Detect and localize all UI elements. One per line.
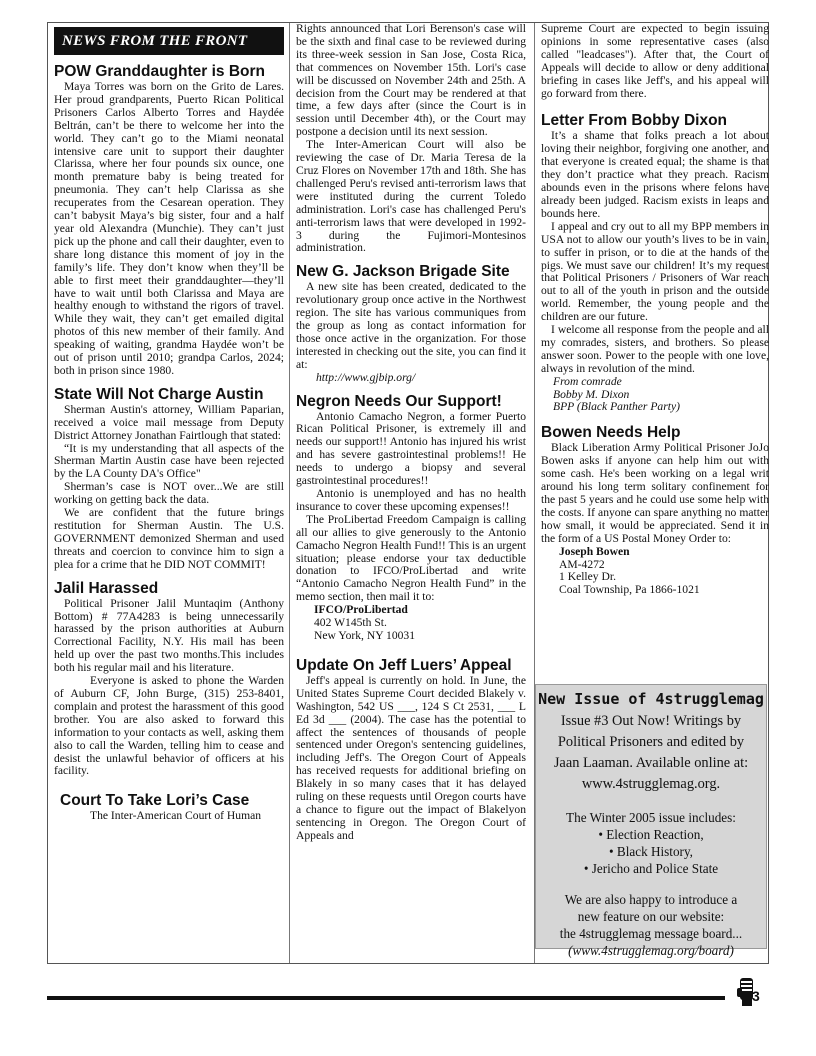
column-2 — [289, 23, 526, 963]
promo-line: Jaan Laaman. Available online at: — [553, 755, 749, 771]
promo-winter-heading: The Winter 2005 issue includes: — [566, 810, 736, 825]
article-paragraph: Maya Torres was born on the Grito de Lares. Her proud grandparents, Puerto Rican Political Prisoners Carlos Alberto Torres and Haydée Beltrán, can’t be there to welcome her into the world. They can’t go to the Miami neonatal intensive care unit to support their daughter Clarissa, where her four pounds six ounce, one month premature baby is being treated for pneumonia. They can’t help Clarissa as she recuperates from the Cesarean operation. They can’t babysit Maya’s big sister, four and a half year old Alexandra (Munchie). They can’t just pick up the phone and call their daughter, even to share long distance this moment of joy in the family’s life. They don’t know when they’ll be able to first meet their granddaughter—they’ll have to wait until both Clarissa and Maya are healthy enough to withstand the rigors of travel. While they wait, they can’t get emailed digital photos of this new member of their family. And speaking of waiting, grandma Haydée won’t be out of prison until 2010; grandpa Carlos, 2024; both in prison since 1980. — [54, 80, 284, 377]
promo-list-item: • Jericho and Police State — [583, 861, 719, 876]
article-paragraph: Sherman Austin's attorney, William Paparian, received a voice mail message from Deputy District Attorney Jonathan Fairtlough that stated: — [54, 402, 284, 442]
mailing-address — [541, 546, 769, 598]
signature-line: Bobby M. Dixon — [553, 387, 630, 401]
article-title-pow: POW Granddaughter is Born — [54, 63, 265, 80]
article-title-austin: State Will Not Charge Austin — [54, 385, 264, 403]
promo-box-4strugglemag — [535, 684, 767, 958]
address-line: New York, NY 10031 — [314, 628, 416, 642]
article-paragraph: Sherman’s case is NOT over...We are still working on getting back the data. — [54, 480, 284, 507]
section-banner: NEWS FROM THE FRONT — [54, 27, 284, 55]
signature-line: From comrade — [553, 374, 622, 388]
mailing-address — [296, 604, 526, 643]
article-title-luers: Update On Jeff Luers’ Appeal — [296, 656, 512, 674]
article-paragraph: Supreme Court are expected to begin issuing opinions in some representative cases (also called "leadcases"). After that, the Court of Appeals will decide to allow or deny additional briefing in cases like Jeff's, and his appeal will go forward from there. — [541, 23, 769, 100]
promo-line: Issue #3 Out Now! Writings by — [560, 713, 742, 729]
website-link[interactable]: http://www.gjbip.org/ — [316, 370, 416, 384]
address-line: 1 Kelley Dr. — [559, 570, 616, 584]
page-frame — [47, 22, 769, 964]
article-paragraph: I welcome all response from the people and all my comrades, sisters, and brothers. So please answer soon. Power to the people with one love, always in revolution of the mind. — [541, 323, 769, 375]
promo-feature-line: the 4strugglemag message board... — [559, 926, 743, 941]
address-name: IFCO/ProLibertad — [314, 603, 408, 617]
promo-list-item: • Black History, — [609, 844, 693, 859]
article-paragraph: The ProLibertad Freedom Campaign is calling all our allies to give generously to the Antonio Camacho Negron Health Fund!! This is an urgent situation; please endorse your tax deductible donation to IFCO/ProLibertad and write “Antonio Camacho Negron Health Fund” in the memo section, then mail it to: — [296, 512, 526, 604]
article-paragraph: A new site has been created, dedicated to the revolutionary group once active in the Northwest region. The site has various communiques from the group as long as contact information for those once active in the organization. For those interested in checking out the site, you can find it at: — [296, 280, 526, 371]
promo-link[interactable]: www.4strugglemag.org. — [581, 776, 721, 792]
article-paragraph: Rights announced that Lori Berenson's case will be the sixth and final case to be reviewed during its three-week session in San Jose, Costa Rica, that commences on November 15th. Lori's case will be discussed on November 24th and 25th. A decision from the Court may be rendered at that time, a few days after (since the Court is in session until December 4th), or the Court may postpone a decision until its next session. — [296, 23, 526, 139]
article-paragraph: We are confident that the future brings restitution for Sherman Austin. The U.S. GOVERNMENT demonized Sherman and used threats and coercion to convince him to sign a plea for a crime that he DID NOT COMMIT! — [54, 506, 284, 571]
promo-line: Political Prisoners and edited by — [557, 734, 745, 750]
article-title-jalil: Jalil Harassed — [54, 579, 159, 597]
promo-feature-line: new feature on our website: — [577, 909, 725, 924]
article-title-bowen: Bowen Needs Help — [541, 424, 681, 442]
article-paragraph: Political Prisoner Jalil Muntaqim (Anthony Bottom) # 77A4283 is being unnecessarily harassed by the prison authorities at Auburn Correctional Facility, N.Y. His mail has been held up over the past two months.This includes both his regular mail and his literature. — [54, 596, 284, 675]
article-paragraph: Everyone is asked to phone the Warden of Auburn CF, John Burge, (315) 253-8401, complain and protest the harassment of this good brother. You are also asked to forward this information to your contacts as well, asking them also to call the Warden, telling him to cease and desist the unlawful behavior of officers at his facility. — [54, 674, 284, 778]
article-paragraph: I appeal and cry out to all my BPP members in USA not to allow our youth’s lives to be in vain, to suffer in prison, or to die at the hands of the pigs. We must save our children! It’s my request that Political Prisoners / Prisoners of War reach out to all of the youth in prison and the outside world. Remember, the young people and the children are our future. — [541, 219, 769, 324]
footer-rule — [47, 996, 725, 1000]
article-paragraph: “It is my understanding that all aspects of the Sherman Martin Austin case have been rejected by the LA County DA's Office" — [54, 441, 284, 481]
article-title-lori: Court To Take Lori’s Case — [60, 792, 250, 810]
page-number: 3 — [752, 988, 760, 1004]
article-paragraph: The Inter-American Court will also be reviewing the case of Dr. Maria Teresa de la Cruz Flores on November 17th and 18th. She has challenged Peru's revised anti-terrorism laws that were instituted during the current Toledo administration. Lori's case has challenged Peru's anti-terrorism laws that were developed in 1992-3 during the Fujimori-Montesinos administration. — [296, 138, 526, 255]
address-name: Joseph Bowen — [559, 544, 630, 558]
column-1 — [54, 23, 284, 963]
promo-feature-line: We are also happy to introduce a — [564, 892, 738, 907]
article-title-dixon: Letter From Bobby Dixon — [541, 112, 728, 130]
address-line: 402 W145th St. — [314, 616, 387, 630]
article-paragraph: The Inter-American Court of Human — [90, 809, 262, 823]
signature-line: BPP (Black Panther Party) — [553, 400, 680, 414]
page-number-marker — [731, 976, 765, 1006]
address-line: AM-4272 — [559, 557, 605, 571]
article-paragraph: It’s a shame that folks preach a lot about loving their neighbor, forgiving one another, and that everyone is created equal; the shame is that they don’t practice what they preach. Racism abounds even in the prisons where felons have already been judged. Racism exists in leaps and bounds here. — [541, 129, 769, 220]
promo-board-link[interactable]: (www.4strugglemag.org/board) — [568, 943, 734, 958]
article-paragraph: Antonio is unemployed and has no health insurance to cover these upcoming expenses!! — [296, 487, 526, 513]
article-title-negron: Negron Needs Our Support! — [296, 392, 502, 410]
article-paragraph: Jeff's appeal is currently on hold. In June, the United States Supreme Court decided Blakely v. Washington, 542 US ___, 124 S Ct 2531, ___ L Ed 3d ___ (2004). The case has the potential to affect the sentences of thousands of people sentenced under Oregon's sentencing guidelines, including Jeff's. The Oregon Court of Appeals has received requests for additional briefing on Blakely in so many cases that it has delayed ruling on these requests until Oregon courts have a chance to figure out the impact of Blakelyon sentencing in Oregon. The Oregon Court of Appeals and — [296, 673, 526, 842]
address-line: Coal Township, Pa 1866-1021 — [559, 583, 700, 597]
promo-title: New Issue of 4strugglemag — [538, 690, 764, 708]
article-paragraph: Antonio Camacho Negron, a former Puerto Rican Political Prisoner, is extremely ill and needs our support!! Antonio has injured his wrist and has severe gastrointestinal problems!! He needs to undergo a biopsy and several gastrointestinal procedures!! — [296, 409, 526, 488]
column-3 — [534, 23, 769, 963]
promo-list-item: • Election Reaction, — [598, 827, 704, 842]
article-title-jackson: New G. Jackson Brigade Site — [296, 263, 510, 281]
article-paragraph: Black Liberation Army Political Prisoner JoJo Bowen asks if anyone can help him out with some cash. He's been working on a legal writ around his long term solitary confinement for the past 5 years and he could use some help with the costs. If anyone can spare anything no matter how small, it would be appreciated. Send it in the form of a US Postal Money Order to: — [541, 441, 769, 545]
